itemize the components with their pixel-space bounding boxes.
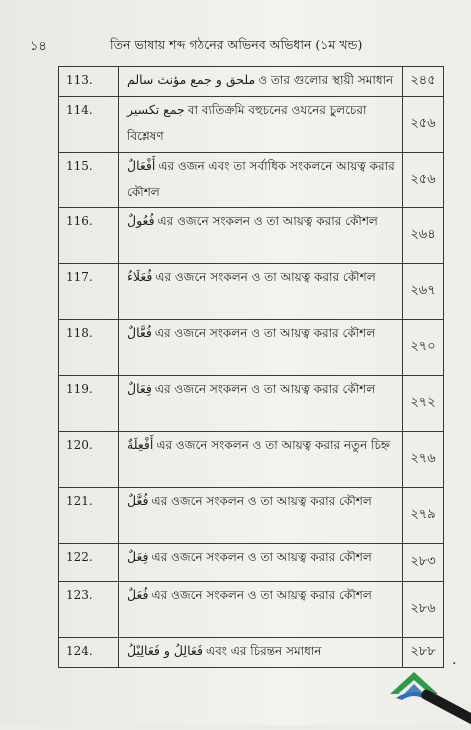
entry-number: 117.	[59, 264, 119, 320]
entry-text: এর ওজন এবং তা সর্বাধিক সংকলনে আয়ত্ব করার কৌশল	[127, 159, 395, 199]
arabic-term: فُعَلَاءُ	[127, 269, 153, 284]
entry-text: এর ওজনে সংকলন ও তা আয়ত্ব করার কৌশল	[155, 270, 376, 284]
entry-description	[119, 97, 403, 153]
entry-description	[119, 544, 403, 582]
entry-page: ২৫৬	[403, 153, 444, 208]
entry-number: 113.	[59, 67, 119, 97]
toc-row	[59, 97, 444, 153]
entry-page: ২৮৩	[403, 544, 444, 582]
entry-number: 124.	[59, 638, 119, 668]
entry-text: এর ওজনে সংকলন ও তা আয়ত্ব করার কৌশল	[151, 550, 372, 564]
entry-number: 122.	[59, 544, 119, 582]
entry-page: ২৬৭	[403, 264, 444, 320]
entry-text: ও তার গুলোর স্থায়ী সমাধান	[258, 73, 394, 87]
entry-text: এর ওজনে সংকলন ও তা আয়ত্ব করার কৌশল	[151, 494, 372, 508]
toc-row	[59, 432, 444, 488]
toc-row	[59, 582, 444, 638]
entry-number: 118.	[59, 320, 119, 376]
entry-text: এর ওজনে সংকলন ও তা আয়ত্ব করার কৌশল	[157, 214, 378, 228]
entry-page: ২৭০	[403, 320, 444, 376]
entry-number: 115.	[59, 153, 119, 208]
entry-number: 116.	[59, 208, 119, 264]
toc-row	[59, 153, 444, 208]
entry-text: এর ওজনে সংকলন ও তা আয়ত্ব করার কৌশল	[154, 326, 376, 340]
entry-description	[119, 67, 403, 97]
entry-description	[119, 320, 403, 376]
entry-description	[119, 432, 403, 488]
entry-number: 123.	[59, 582, 119, 638]
toc-row	[59, 320, 444, 376]
arabic-term: فِعَلٌ	[127, 549, 149, 564]
entry-page: ২৪৫	[403, 67, 444, 97]
entry-text: এর ওজনে সংকলন ও তা আয়ত্ব করার কৌশল	[151, 588, 372, 602]
entry-text: এবং এর চিরন্তন সমাধান	[205, 644, 322, 658]
entry-description	[119, 638, 403, 668]
entry-description	[119, 582, 403, 638]
running-header-title: তিন ভাষায় শব্দ গঠনের অভিনব অভিধান (১ম খন্ড)	[110, 37, 363, 52]
toc-row	[59, 488, 444, 544]
entry-number: 121.	[59, 488, 119, 544]
entry-text: এর ওজনে সংকলন ও তা আয়ত্ব করার কৌশল	[154, 382, 376, 396]
toc-row	[59, 376, 444, 432]
arabic-term: ملحق و جمع مؤنث سالم	[127, 72, 256, 87]
entry-description	[119, 208, 403, 264]
table-of-contents	[58, 66, 444, 668]
toc-row	[59, 638, 444, 668]
entry-description	[119, 376, 403, 432]
entry-text: বা ব্যতিক্রমি বহুচনের ওযনের চুলচেরা বিশ্লেষণ	[127, 103, 367, 143]
arabic-term: فُعَّلٌ	[127, 493, 149, 508]
arabic-term: جمع تكسير	[127, 102, 185, 117]
entry-description	[119, 488, 403, 544]
arabic-term: فُعَّالٌ	[127, 325, 152, 340]
arabic-term: فُعَلٌ	[127, 587, 149, 602]
entry-number: 114.	[59, 97, 119, 153]
entry-page: ২৭৯	[403, 488, 444, 544]
pen-tip	[420, 688, 471, 730]
arabic-term: فِعَالٌ	[127, 381, 152, 396]
entry-page: ২৬৪	[403, 208, 444, 264]
entry-page: ২৮৬	[403, 582, 444, 638]
toc-row	[59, 67, 444, 97]
entry-page: ২৮৮	[403, 638, 444, 668]
entry-number: 119.	[59, 376, 119, 432]
entry-description	[119, 153, 403, 208]
arabic-term: أَفْعَالٌ	[127, 158, 156, 173]
entry-page: ২৭২	[403, 376, 444, 432]
toc-row	[59, 544, 444, 582]
entry-number: 120.	[59, 432, 119, 488]
arabic-term: أَفْعِلَةٌ	[127, 437, 154, 452]
toc-row	[59, 208, 444, 264]
entry-description	[119, 264, 403, 320]
toc-row	[59, 264, 444, 320]
entry-page: ২৫৬	[403, 97, 444, 153]
arabic-term: فُعُولٌ	[127, 213, 155, 228]
arabic-term: فَعَالِلُ و فَعَالِيْلُ	[127, 643, 203, 658]
page-number: ১৪	[30, 39, 47, 54]
entry-text: এর ওজনে সংকলন ও তা আয়ত্ব করার নতুন চিহ্ন	[156, 438, 390, 452]
stray-dot: .	[452, 652, 457, 668]
entry-page: ২৭৬	[403, 432, 444, 488]
